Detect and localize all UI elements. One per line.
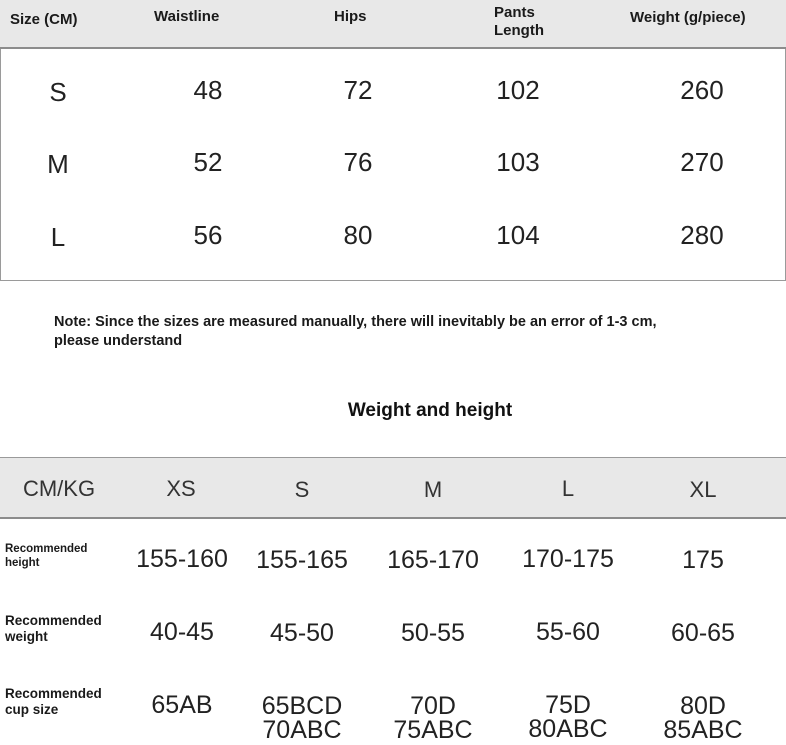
header-pants-length-line2: Length xyxy=(494,22,544,39)
header-m: M xyxy=(423,477,443,502)
cup-cell-xl-line1: 80D xyxy=(680,692,726,720)
cup-cell-m-line2: 75ABC xyxy=(393,716,473,744)
weight-cell-s: 260 xyxy=(680,75,724,105)
section-title: Weight and height xyxy=(347,400,513,421)
measurement-note xyxy=(54,313,774,351)
cup-cell-s-line1: 65BCD xyxy=(261,692,343,720)
header-hips: Hips xyxy=(334,8,367,25)
header-pants-length-line1: Pants xyxy=(494,4,535,21)
size-cell-m: M xyxy=(47,149,69,179)
row-label-weight-line2: weight xyxy=(5,629,48,644)
cup-cell-m-line1: 70D xyxy=(410,692,456,720)
row-label-cup-line2: cup size xyxy=(5,702,59,717)
hips-cell-l: 80 xyxy=(343,220,373,250)
weight-cell-s: 45-50 xyxy=(270,619,334,647)
waistline-cell-l: 56 xyxy=(193,220,223,250)
waistline-cell-m: 52 xyxy=(193,147,223,177)
cup-cell-xs-line1: 65AB xyxy=(151,691,213,719)
weight-cell-l: 55-60 xyxy=(536,618,600,646)
header-weight: Weight (g/piece) xyxy=(630,9,746,26)
hips-cell-m: 76 xyxy=(343,147,373,177)
weight-cell-m: 50-55 xyxy=(401,619,465,647)
weight-cell-l: 280 xyxy=(680,220,724,250)
header-l: L xyxy=(561,476,575,501)
row-label-cup-size xyxy=(5,686,120,718)
header-cm-kg: CM/KG xyxy=(22,476,96,501)
cup-cell-xl-line2: 85ABC xyxy=(663,716,743,744)
row-label-height xyxy=(5,542,120,570)
row-label-weight xyxy=(5,613,120,645)
height-cell-xs: 155-160 xyxy=(136,545,228,573)
size-cell-l: L xyxy=(50,222,66,252)
height-cell-l: 170-175 xyxy=(522,545,614,573)
cup-cell-l-line2: 80ABC xyxy=(528,715,608,743)
height-cell-xl: 175 xyxy=(682,546,724,574)
hips-cell-s: 72 xyxy=(343,75,373,105)
measurement-note-line1: Note: Since the sizes are measured manually, there will inevitably be an error of 1-3 cm, xyxy=(54,314,657,330)
row-label-height-line2: height xyxy=(5,557,40,569)
cup-cell-l-line1: 75D xyxy=(545,691,591,719)
pants-length-cell-s: 102 xyxy=(496,75,540,105)
row-label-cup-line1: Recommended xyxy=(5,686,102,701)
waistline-cell-s: 48 xyxy=(193,75,223,105)
weight-cell-m: 270 xyxy=(680,147,724,177)
size-cell-s: S xyxy=(49,77,67,107)
measurement-note-line2: please understand xyxy=(54,333,183,349)
height-cell-m: 165-170 xyxy=(387,546,479,574)
row-label-height-line1: Recommended xyxy=(5,543,88,555)
weight-cell-xl: 60-65 xyxy=(671,619,735,647)
height-cell-s: 155-165 xyxy=(256,546,348,574)
header-xl: XL xyxy=(689,477,717,502)
row-label-weight-line1: Recommended xyxy=(5,613,102,628)
pants-length-cell-l: 104 xyxy=(496,220,540,250)
header-waistline: Waistline xyxy=(154,8,220,25)
header-s: S xyxy=(294,477,310,502)
header-size: Size (CM) xyxy=(10,11,78,28)
header-xs: XS xyxy=(166,476,196,501)
pants-length-cell-m: 103 xyxy=(496,147,540,177)
cup-cell-s-line2: 70ABC xyxy=(262,716,342,744)
weight-cell-xs: 40-45 xyxy=(150,618,214,646)
